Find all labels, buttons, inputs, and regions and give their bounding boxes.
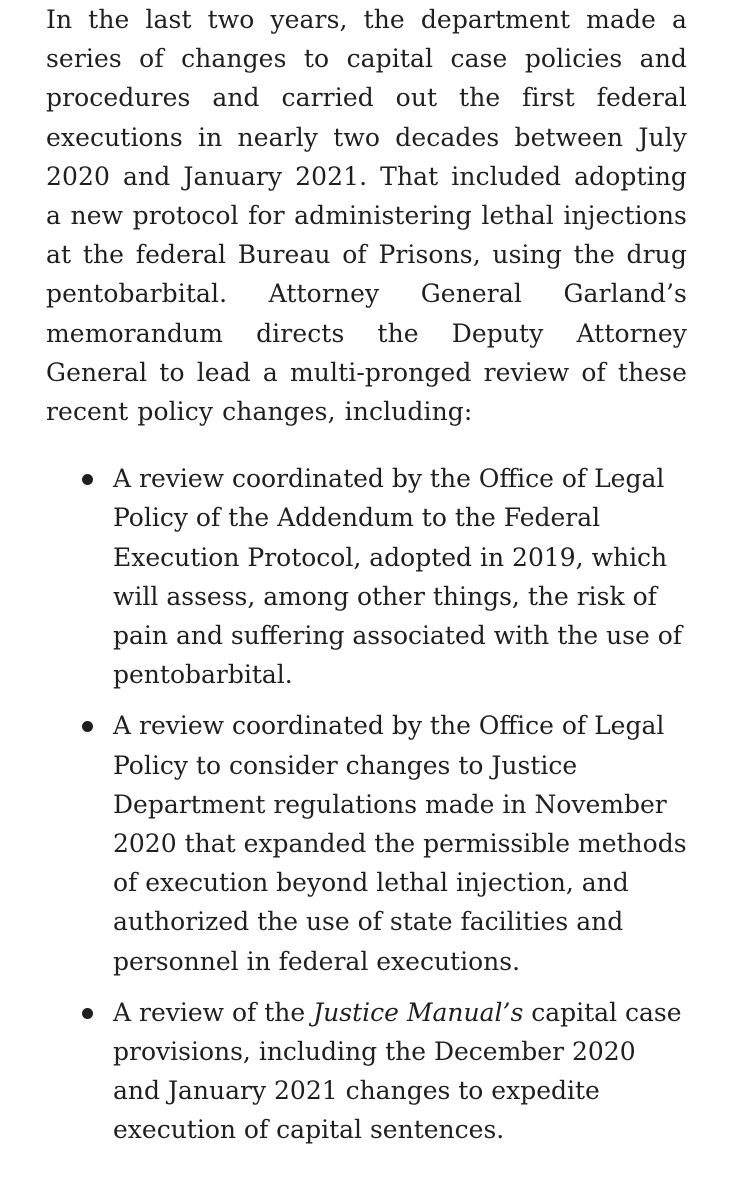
list-item-text: A review coordinated by the Office of Legal Policy to consider changes to Justice Department regulations made in November 2020 that expanded the permissible methods of execution beyond lethal injection, and authorized the use of state facilities and personnel in federal executions.: [113, 711, 687, 976]
list-item-text: A review coordinated by the Office of Legal Policy of the Addendum to the Federal Execution Protocol, adopted in 2019, which will assess, among other things, the risk of pain and suffering associated with the use of pentobarbital.: [113, 464, 683, 690]
list-item-text-suffix: capital case provisions, including the December 2020 and January 2021 changes to expedite execution of capital sentences.: [113, 997, 682, 1145]
justice-manual-title: Justice Manual’s: [313, 997, 524, 1027]
list-item-text: [113, 998, 682, 1145]
list-item: [46, 459, 687, 694]
intro-paragraph: In the last two years, the department made a series of changes to capital case policies and procedures and carried out the first federal executions in nearly two decades between July 2020 and January 2021. That included adopting a new protocol for administering lethal injections at the federal Bureau of Prisons, using the drug pentobarbital. Attorney General Garland’s memorandum directs the Deputy Attorney General to lead a multi-pronged review of these recent policy changes, including:: [46, 5, 687, 427]
list-item-text-prefix: A review of the: [113, 997, 314, 1027]
list-item: [46, 706, 687, 980]
list-item: [46, 993, 687, 1150]
review-list: [46, 459, 687, 1149]
bullet-icon: [82, 721, 93, 732]
bullet-icon: [82, 474, 93, 485]
bullet-icon: [82, 1008, 93, 1019]
